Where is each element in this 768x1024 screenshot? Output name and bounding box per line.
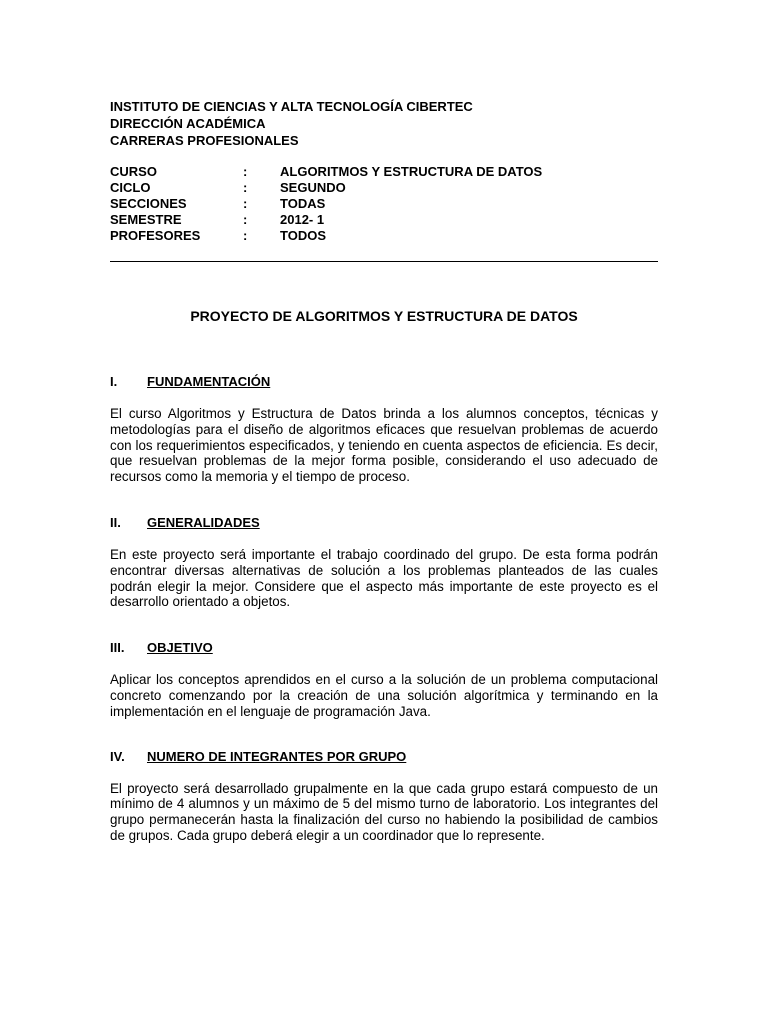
section-generalidades [110, 514, 658, 610]
info-separator: : [243, 228, 248, 243]
section-numero-integrantes [110, 748, 658, 844]
document-page [110, 98, 658, 844]
info-label: SEMESTRE [110, 212, 182, 227]
professional-careers: CARRERAS PROFESIONALES [110, 133, 299, 148]
section-heading [110, 748, 658, 765]
course-info-row-curso [110, 164, 658, 180]
section-heading [110, 639, 658, 656]
section-body: El curso Algoritmos y Estructura de Datos brinda a los alumnos conceptos, técnicas y metodologías para el diseño de algoritmos eficaces que resuelvan problemas de acuerdo con los requerimientos especificados, y teniendo en cuenta aspectos de eficiencia. Es decir, que resuelvan problemas de la mejor forma posible, considerando el uso adecuado de recursos como la memoria y el tiempo de proceso. [110, 406, 658, 485]
institution-name: INSTITUTO DE CIENCIAS Y ALTA TECNOLOGÍA CIBERTEC [110, 99, 473, 114]
info-separator: : [243, 196, 248, 211]
course-info-row-secciones [110, 196, 658, 212]
info-value: 2012- 1 [280, 212, 325, 227]
info-label: SECCIONES [110, 196, 187, 211]
section-title: GENERALIDADES [147, 514, 260, 530]
course-info-table [110, 164, 658, 244]
info-label: CICLO [110, 180, 151, 195]
section-fundamentacion [110, 373, 658, 485]
course-info-row-semestre [110, 212, 658, 228]
info-label: CURSO [110, 164, 157, 179]
section-objetivo [110, 639, 658, 719]
info-separator: : [243, 212, 248, 227]
section-number: II. [110, 514, 121, 530]
info-separator: : [243, 180, 248, 195]
info-value: TODAS [280, 196, 326, 211]
section-title: NUMERO DE INTEGRANTES POR GRUPO [147, 748, 407, 764]
section-body: En este proyecto será importante el trabajo coordinado del grupo. De esta forma podrán encontrar diversas alternativas de solución a los problemas planteados de las cuales podrán elegir la mejor. Considere que el aspecto más importante de este proyecto es el desarrollo orientado a objetos. [110, 546, 658, 610]
academic-direction: DIRECCIÓN ACADÉMICA [110, 116, 266, 131]
section-body: El proyecto será desarrollado grupalmente en la que cada grupo estará compuesto de un mínimo de 4 alumnos y un máximo de 5 del mismo turno de laboratorio. Los integrantes del grupo permanecerán hasta la finalización del curso no habiendo la posibilidad de cambios de grupos. Cada grupo deberá elegir a un coordinador que lo represente. [110, 780, 658, 843]
section-number: III. [110, 640, 125, 656]
info-value: SEGUNDO [280, 180, 346, 195]
section-heading [110, 373, 658, 390]
section-title: FUNDAMENTACIÓN [147, 374, 271, 389]
course-info-row-ciclo [110, 180, 658, 196]
info-value: ALGORITMOS Y ESTRUCTURA DE DATOS [280, 164, 543, 179]
info-separator: : [243, 164, 248, 179]
info-label: PROFESORES [110, 228, 201, 243]
section-body: Aplicar los conceptos aprendidos en el curso a la solución de un problema computacional concreto comenzando por la creación de una solución algorítmica y terminando en la implementación en el lenguaje de programación Java. [110, 672, 658, 719]
course-info-row-profesores [110, 228, 658, 244]
section-number: IV. [110, 748, 125, 764]
info-value: TODOS [280, 228, 326, 243]
section-number: I. [110, 374, 118, 389]
section-title: OBJETIVO [147, 640, 213, 656]
institution-header [110, 98, 658, 149]
section-heading [110, 514, 658, 531]
document-title: PROYECTO DE ALGORITMOS Y ESTRUCTURA DE DATOS [190, 308, 578, 324]
horizontal-divider [110, 261, 658, 262]
